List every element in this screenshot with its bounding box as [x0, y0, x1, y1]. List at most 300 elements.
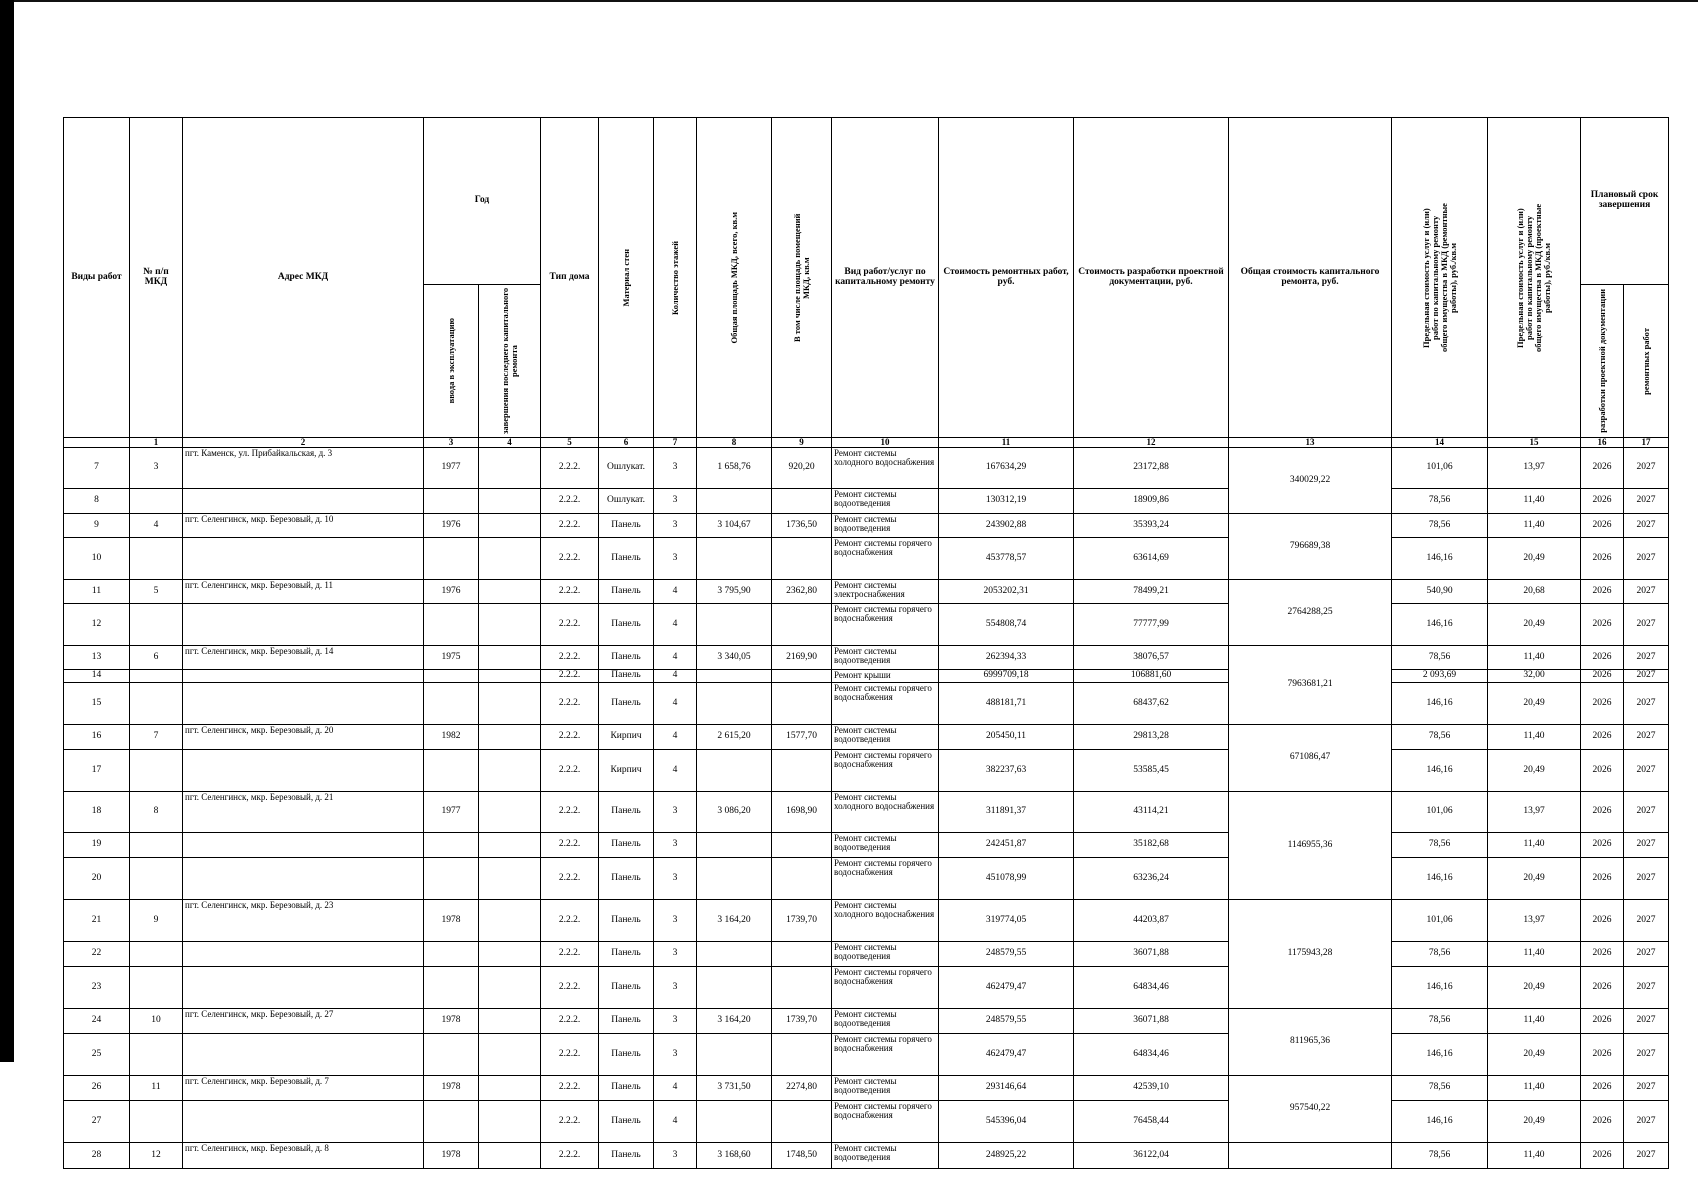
mkd-number-cell	[130, 670, 183, 683]
limit-project-cell: 20,49	[1488, 604, 1581, 646]
address-cell	[183, 833, 424, 858]
project-cost-cell: 36071,88	[1074, 942, 1229, 967]
premises-area-cell: 920,20	[772, 448, 832, 489]
total-area-cell	[697, 670, 772, 683]
limit-repair-cell: 146,16	[1392, 538, 1488, 580]
header-wall-material: Материал стен	[599, 118, 654, 438]
work-index-cell: 27	[64, 1101, 130, 1143]
plan-repair-year-cell: 2027	[1624, 750, 1669, 792]
premises-area-cell	[772, 1101, 832, 1143]
limit-repair-cell: 146,16	[1392, 967, 1488, 1009]
year-last-repair-cell	[479, 1101, 541, 1143]
plan-project-year-cell: 2026	[1581, 1101, 1624, 1143]
table-row	[64, 514, 1669, 538]
plan-repair-year-cell: 2027	[1624, 448, 1669, 489]
plan-project-year-cell: 2026	[1581, 448, 1624, 489]
house-type-cell: 2.2.2.	[541, 900, 599, 942]
work-type-cell: Ремонт системы водоотведения	[832, 833, 939, 858]
plan-project-year-cell: 2026	[1581, 514, 1624, 538]
year-commissioning-cell	[424, 538, 479, 580]
wall-material-cell: Панель	[599, 604, 654, 646]
repair-cost-cell: 382237,63	[939, 750, 1074, 792]
limit-repair-cell: 146,16	[1392, 750, 1488, 792]
table-row	[64, 725, 1669, 750]
project-cost-cell: 64834,46	[1074, 1034, 1229, 1076]
repair-cost-cell: 545396,04	[939, 1101, 1074, 1143]
year-last-repair-cell	[479, 942, 541, 967]
floors-cell: 3	[654, 448, 697, 489]
plan-repair-year-cell: 2027	[1624, 514, 1669, 538]
column-number: 5	[541, 438, 599, 448]
wall-material-cell: Панель	[599, 1101, 654, 1143]
project-cost-cell: 35393,24	[1074, 514, 1229, 538]
project-cost-cell: 63236,24	[1074, 858, 1229, 900]
premises-area-cell	[772, 670, 832, 683]
limit-project-cell: 20,49	[1488, 538, 1581, 580]
work-type-cell: Ремонт системы горячего водоснабжения	[832, 1101, 939, 1143]
premises-area-cell: 1739,70	[772, 900, 832, 942]
year-last-repair-cell	[479, 604, 541, 646]
total-area-cell	[697, 858, 772, 900]
premises-area-cell	[772, 604, 832, 646]
work-index-cell: 15	[64, 683, 130, 725]
wall-material-cell: Кирпич	[599, 725, 654, 750]
project-cost-cell: 44203,87	[1074, 900, 1229, 942]
work-type-cell: Ремонт системы горячего водоснабжения	[832, 967, 939, 1009]
plan-repair-year-cell: 2027	[1624, 833, 1669, 858]
table-row	[64, 858, 1669, 900]
project-cost-cell: 29813,28	[1074, 725, 1229, 750]
header-plan-project-docs: разработки проектной документации	[1581, 285, 1624, 438]
limit-project-cell: 20,49	[1488, 858, 1581, 900]
address-cell: пгт. Селенгинск, мкр. Березовый, д. 11	[183, 580, 424, 604]
house-type-cell: 2.2.2.	[541, 448, 599, 489]
limit-repair-cell: 78,56	[1392, 1009, 1488, 1034]
wall-material-cell: Панель	[599, 538, 654, 580]
plan-repair-year-cell: 2027	[1624, 1034, 1669, 1076]
wall-material-cell: Панель	[599, 580, 654, 604]
project-cost-cell: 42539,10	[1074, 1076, 1229, 1101]
floors-cell: 3	[654, 942, 697, 967]
house-type-cell: 2.2.2.	[541, 670, 599, 683]
mkd-number-cell	[130, 942, 183, 967]
limit-repair-cell: 146,16	[1392, 858, 1488, 900]
total-area-cell	[697, 942, 772, 967]
total-cost-cell: 796689,38	[1229, 514, 1392, 580]
header-vid-rabot: Виды работ	[64, 118, 130, 438]
address-cell: пгт. Селенгинск, мкр. Березовый, д. 27	[183, 1009, 424, 1034]
year-commissioning-cell	[424, 1101, 479, 1143]
premises-area-cell	[772, 683, 832, 725]
project-cost-cell: 38076,57	[1074, 646, 1229, 670]
house-type-cell: 2.2.2.	[541, 1076, 599, 1101]
work-type-cell: Ремонт системы горячего водоснабжения	[832, 604, 939, 646]
repair-cost-cell: 248925,22	[939, 1143, 1074, 1169]
plan-project-year-cell: 2026	[1581, 1034, 1624, 1076]
plan-project-year-cell: 2026	[1581, 1076, 1624, 1101]
address-cell	[183, 1101, 424, 1143]
mkd-number-cell: 5	[130, 580, 183, 604]
total-area-cell	[697, 750, 772, 792]
header-address: Адрес МКД	[183, 118, 424, 438]
address-cell	[183, 858, 424, 900]
table-row	[64, 489, 1669, 514]
premises-area-cell	[772, 1034, 832, 1076]
work-index-cell: 14	[64, 670, 130, 683]
year-last-repair-cell	[479, 538, 541, 580]
header-floors: Количество этажей	[654, 118, 697, 438]
year-commissioning-cell	[424, 967, 479, 1009]
plan-repair-year-cell: 2027	[1624, 1076, 1669, 1101]
house-type-cell: 2.2.2.	[541, 683, 599, 725]
premises-area-cell: 1698,90	[772, 792, 832, 833]
plan-repair-year-cell: 2027	[1624, 538, 1669, 580]
limit-repair-cell: 146,16	[1392, 683, 1488, 725]
floors-cell: 3	[654, 1009, 697, 1034]
work-type-cell: Ремонт системы водоотведения	[832, 942, 939, 967]
limit-repair-cell: 146,16	[1392, 1034, 1488, 1076]
repair-cost-cell: 293146,64	[939, 1076, 1074, 1101]
column-number: 4	[479, 438, 541, 448]
year-commissioning-cell	[424, 1034, 479, 1076]
project-cost-cell: 35182,68	[1074, 833, 1229, 858]
address-cell: пгт. Селенгинск, мкр. Березовый, д. 20	[183, 725, 424, 750]
total-area-cell: 3 086,20	[697, 792, 772, 833]
year-commissioning-cell: 1977	[424, 792, 479, 833]
plan-repair-year-cell: 2027	[1624, 942, 1669, 967]
year-commissioning-cell: 1977	[424, 448, 479, 489]
mkd-number-cell: 3	[130, 448, 183, 489]
premises-area-cell: 1748,50	[772, 1143, 832, 1169]
limit-project-cell: 11,40	[1488, 646, 1581, 670]
mkd-number-cell	[130, 967, 183, 1009]
scan-edge-left	[0, 0, 14, 1062]
plan-repair-year-cell: 2027	[1624, 725, 1669, 750]
project-cost-cell: 36071,88	[1074, 1009, 1229, 1034]
table-row	[64, 1101, 1669, 1143]
total-area-cell	[697, 683, 772, 725]
total-cost-cell	[1229, 1143, 1392, 1169]
table-row	[64, 1076, 1669, 1101]
work-type-cell: Ремонт системы горячего водоснабжения	[832, 858, 939, 900]
wall-material-cell: Панель	[599, 942, 654, 967]
wall-material-cell: Панель	[599, 858, 654, 900]
year-commissioning-cell: 1978	[424, 900, 479, 942]
limit-project-cell: 20,49	[1488, 750, 1581, 792]
table-row	[64, 448, 1669, 489]
floors-cell: 4	[654, 646, 697, 670]
limit-repair-cell: 78,56	[1392, 1143, 1488, 1169]
year-last-repair-cell	[479, 1143, 541, 1169]
year-commissioning-cell: 1975	[424, 646, 479, 670]
mkd-number-cell	[130, 1101, 183, 1143]
limit-project-cell: 11,40	[1488, 514, 1581, 538]
wall-material-cell: Панель	[599, 967, 654, 1009]
work-type-cell: Ремонт системы водоотведения	[832, 725, 939, 750]
mkd-number-cell: 7	[130, 725, 183, 750]
address-cell: пгт. Каменск, ул. Прибайкальская, д. 3	[183, 448, 424, 489]
mkd-number-cell: 12	[130, 1143, 183, 1169]
repair-cost-cell: 462479,47	[939, 1034, 1074, 1076]
limit-repair-cell: 101,06	[1392, 792, 1488, 833]
header-plan-repair-works: ремонтных работ	[1624, 285, 1669, 438]
total-area-cell: 3 340,05	[697, 646, 772, 670]
limit-project-cell: 13,97	[1488, 792, 1581, 833]
work-type-cell: Ремонт системы холодного водоснабжения	[832, 792, 939, 833]
house-type-cell: 2.2.2.	[541, 750, 599, 792]
limit-project-cell: 11,40	[1488, 833, 1581, 858]
total-area-cell	[697, 833, 772, 858]
house-type-cell: 2.2.2.	[541, 967, 599, 1009]
floors-cell: 4	[654, 725, 697, 750]
limit-repair-cell: 2 093,69	[1392, 670, 1488, 683]
work-type-cell: Ремонт системы горячего водоснабжения	[832, 750, 939, 792]
year-last-repair-cell	[479, 750, 541, 792]
repair-cost-cell: 248579,55	[939, 1009, 1074, 1034]
scan-edge-top	[0, 0, 1698, 2]
floors-cell: 3	[654, 900, 697, 942]
floors-cell: 4	[654, 683, 697, 725]
wall-material-cell: Панель	[599, 833, 654, 858]
plan-repair-year-cell: 2027	[1624, 858, 1669, 900]
wall-material-cell: Кирпич	[599, 750, 654, 792]
limit-project-cell: 11,40	[1488, 1076, 1581, 1101]
year-commissioning-cell	[424, 942, 479, 967]
premises-area-cell: 1577,70	[772, 725, 832, 750]
year-last-repair-cell	[479, 670, 541, 683]
header-plan-deadline: Плановый срок завершения	[1581, 118, 1669, 285]
premises-area-cell: 1736,50	[772, 514, 832, 538]
total-area-cell: 2 615,20	[697, 725, 772, 750]
year-commissioning-cell	[424, 833, 479, 858]
work-type-cell: Ремонт системы горячего водоснабжения	[832, 683, 939, 725]
work-index-cell: 23	[64, 967, 130, 1009]
premises-area-cell	[772, 750, 832, 792]
repair-cost-cell: 453778,57	[939, 538, 1074, 580]
work-index-cell: 7	[64, 448, 130, 489]
limit-repair-cell: 78,56	[1392, 514, 1488, 538]
total-cost-cell: 340029,22	[1229, 448, 1392, 514]
mkd-number-cell: 8	[130, 792, 183, 833]
limit-project-cell: 20,49	[1488, 1101, 1581, 1143]
floors-cell: 3	[654, 833, 697, 858]
work-type-cell: Ремонт системы горячего водоснабжения	[832, 538, 939, 580]
year-commissioning-cell: 1978	[424, 1009, 479, 1034]
repair-cost-cell: 2053202,31	[939, 580, 1074, 604]
year-commissioning-cell	[424, 604, 479, 646]
premises-area-cell	[772, 489, 832, 514]
work-type-cell: Ремонт системы холодного водоснабжения	[832, 900, 939, 942]
column-number: 17	[1624, 438, 1669, 448]
wall-material-cell: Панель	[599, 1143, 654, 1169]
wall-material-cell: Панель	[599, 514, 654, 538]
plan-project-year-cell: 2026	[1581, 580, 1624, 604]
column-number: 8	[697, 438, 772, 448]
plan-repair-year-cell: 2027	[1624, 683, 1669, 725]
house-type-cell: 2.2.2.	[541, 580, 599, 604]
year-last-repair-cell	[479, 646, 541, 670]
mkd-number-cell	[130, 489, 183, 514]
year-last-repair-cell	[479, 792, 541, 833]
house-type-cell: 2.2.2.	[541, 1143, 599, 1169]
year-commissioning-cell: 1976	[424, 514, 479, 538]
house-type-cell: 2.2.2.	[541, 1009, 599, 1034]
limit-repair-cell: 146,16	[1392, 1101, 1488, 1143]
floors-cell: 4	[654, 580, 697, 604]
header-year: Год	[424, 118, 541, 285]
project-cost-cell: 36122,04	[1074, 1143, 1229, 1169]
floors-cell: 4	[654, 750, 697, 792]
work-index-cell: 19	[64, 833, 130, 858]
year-last-repair-cell	[479, 725, 541, 750]
plan-repair-year-cell: 2027	[1624, 967, 1669, 1009]
total-area-cell	[697, 967, 772, 1009]
table-row	[64, 683, 1669, 725]
address-cell	[183, 683, 424, 725]
year-last-repair-cell	[479, 1009, 541, 1034]
plan-project-year-cell: 2026	[1581, 1143, 1624, 1169]
limit-repair-cell: 540,90	[1392, 580, 1488, 604]
capital-repair-table	[63, 117, 1669, 1169]
table-body	[64, 448, 1669, 1169]
column-number: 9	[772, 438, 832, 448]
year-commissioning-cell	[424, 670, 479, 683]
work-type-cell: Ремонт системы водоотведения	[832, 514, 939, 538]
total-area-cell: 1 658,76	[697, 448, 772, 489]
repair-cost-cell: 205450,11	[939, 725, 1074, 750]
project-cost-cell: 63614,69	[1074, 538, 1229, 580]
address-cell: пгт. Селенгинск, мкр. Березовый, д. 21	[183, 792, 424, 833]
floors-cell: 4	[654, 604, 697, 646]
table-row	[64, 580, 1669, 604]
total-area-cell	[697, 1101, 772, 1143]
mkd-number-cell	[130, 833, 183, 858]
floors-cell: 3	[654, 489, 697, 514]
total-area-cell	[697, 1034, 772, 1076]
total-cost-cell: 811965,36	[1229, 1009, 1392, 1076]
premises-area-cell: 2362,80	[772, 580, 832, 604]
total-area-cell	[697, 538, 772, 580]
house-type-cell: 2.2.2.	[541, 1101, 599, 1143]
table-row	[64, 670, 1669, 683]
work-index-cell: 25	[64, 1034, 130, 1076]
repair-cost-cell: 248579,55	[939, 942, 1074, 967]
header-limit-repair: Предельная стоимость услуг и (или) работ по капитальному ремонту общего имущества в МКД (ремонтные работы), руб./кв.м	[1392, 118, 1488, 438]
address-cell: пгт. Селенгинск, мкр. Березовый, д. 23	[183, 900, 424, 942]
work-type-cell: Ремонт системы горячего водоснабжения	[832, 1034, 939, 1076]
address-cell: пгт. Селенгинск, мкр. Березовый, д. 10	[183, 514, 424, 538]
year-commissioning-cell: 1978	[424, 1076, 479, 1101]
mkd-number-cell	[130, 538, 183, 580]
limit-project-cell: 11,40	[1488, 942, 1581, 967]
work-index-cell: 17	[64, 750, 130, 792]
floors-cell: 3	[654, 514, 697, 538]
work-index-cell: 10	[64, 538, 130, 580]
limit-project-cell: 20,49	[1488, 967, 1581, 1009]
work-type-cell: Ремонт системы водоотведения	[832, 1143, 939, 1169]
plan-repair-year-cell: 2027	[1624, 580, 1669, 604]
total-area-cell	[697, 489, 772, 514]
column-number: 15	[1488, 438, 1581, 448]
year-commissioning-cell: 1982	[424, 725, 479, 750]
project-cost-cell: 53585,45	[1074, 750, 1229, 792]
repair-cost-cell: 488181,71	[939, 683, 1074, 725]
header-premises-area: В том числе площадь помещений МКД, кв.м	[772, 118, 832, 438]
header-total-area: Общая площадь МКД, всего, кв.м	[697, 118, 772, 438]
work-index-cell: 26	[64, 1076, 130, 1101]
column-number: 6	[599, 438, 654, 448]
plan-project-year-cell: 2026	[1581, 489, 1624, 514]
work-type-cell: Ремонт системы водоотведения	[832, 1076, 939, 1101]
floors-cell: 3	[654, 792, 697, 833]
premises-area-cell: 1739,70	[772, 1009, 832, 1034]
work-type-cell: Ремонт системы электроснабжения	[832, 580, 939, 604]
year-last-repair-cell	[479, 489, 541, 514]
column-number: 7	[654, 438, 697, 448]
plan-repair-year-cell: 2027	[1624, 1143, 1669, 1169]
house-type-cell: 2.2.2.	[541, 942, 599, 967]
plan-repair-year-cell: 2027	[1624, 900, 1669, 942]
column-number-row	[64, 438, 1669, 448]
year-last-repair-cell	[479, 514, 541, 538]
table-row	[64, 967, 1669, 1009]
project-cost-cell: 64834,46	[1074, 967, 1229, 1009]
plan-project-year-cell: 2026	[1581, 683, 1624, 725]
repair-cost-cell: 451078,99	[939, 858, 1074, 900]
total-area-cell	[697, 604, 772, 646]
plan-project-year-cell: 2026	[1581, 646, 1624, 670]
work-index-cell: 8	[64, 489, 130, 514]
house-type-cell: 2.2.2.	[541, 858, 599, 900]
table-row	[64, 792, 1669, 833]
column-number: 13	[1229, 438, 1392, 448]
wall-material-cell: Панель	[599, 1009, 654, 1034]
year-commissioning-cell	[424, 683, 479, 725]
limit-project-cell: 13,97	[1488, 448, 1581, 489]
floors-cell: 3	[654, 1143, 697, 1169]
house-type-cell: 2.2.2.	[541, 725, 599, 750]
total-area-cell: 3 168,60	[697, 1143, 772, 1169]
total-cost-cell: 7963681,21	[1229, 646, 1392, 725]
premises-area-cell	[772, 858, 832, 900]
floors-cell: 4	[654, 1076, 697, 1101]
header-limit-project: Предельная стоимость услуг и (или) работ по капитальному ремонту общего имущества в МКД (проектные работы), руб./кв.м	[1488, 118, 1581, 438]
limit-repair-cell: 101,06	[1392, 448, 1488, 489]
mkd-number-cell	[130, 1034, 183, 1076]
limit-project-cell: 11,40	[1488, 1009, 1581, 1034]
year-last-repair-cell	[479, 833, 541, 858]
mkd-number-cell: 4	[130, 514, 183, 538]
repair-cost-cell: 167634,29	[939, 448, 1074, 489]
year-commissioning-cell: 1976	[424, 580, 479, 604]
work-type-cell: Ремонт системы водоотведения	[832, 489, 939, 514]
header-year-last-repair: завершения последнего капитального ремонта	[479, 285, 541, 438]
year-last-repair-cell	[479, 858, 541, 900]
year-last-repair-cell	[479, 1034, 541, 1076]
address-cell	[183, 604, 424, 646]
project-cost-cell: 77777,99	[1074, 604, 1229, 646]
work-index-cell: 28	[64, 1143, 130, 1169]
project-cost-cell: 23172,88	[1074, 448, 1229, 489]
total-cost-cell: 1175943,28	[1229, 900, 1392, 1009]
table-row	[64, 604, 1669, 646]
year-commissioning-cell	[424, 750, 479, 792]
repair-cost-cell: 130312,19	[939, 489, 1074, 514]
plan-repair-year-cell: 2027	[1624, 604, 1669, 646]
wall-material-cell: Панель	[599, 792, 654, 833]
house-type-cell: 2.2.2.	[541, 514, 599, 538]
column-number	[64, 438, 130, 448]
